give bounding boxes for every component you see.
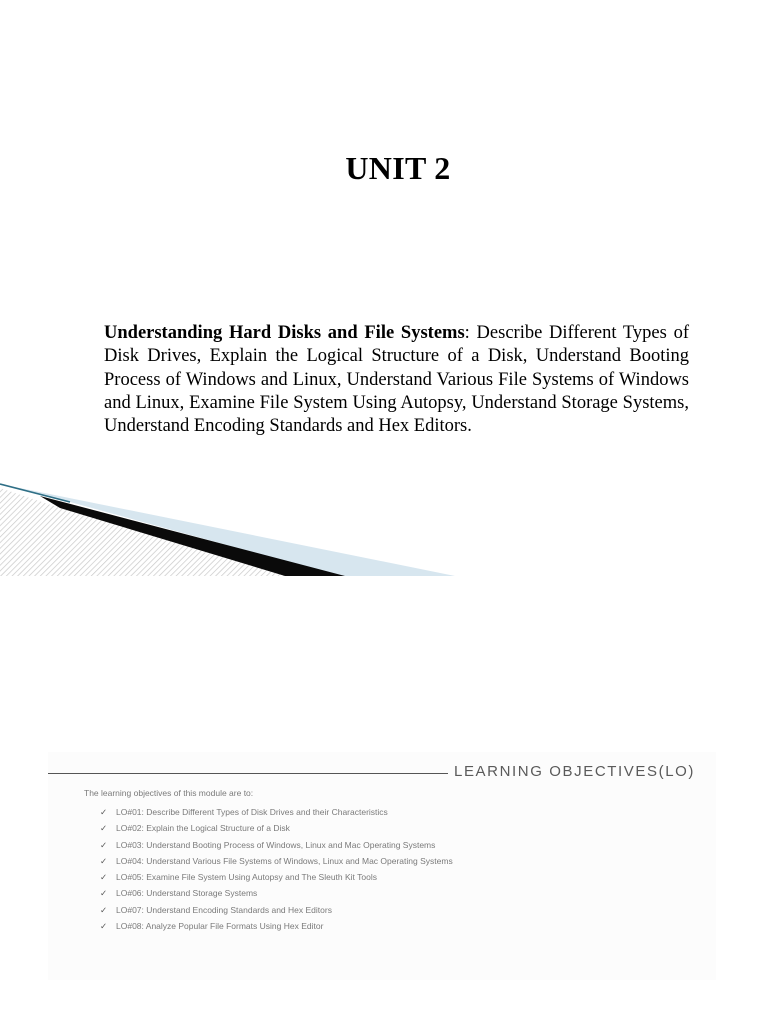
list-item — [100, 905, 453, 921]
list-item — [100, 840, 453, 856]
decorative-swoosh — [0, 480, 460, 576]
list-item — [100, 888, 453, 904]
learning-objectives-heading: LEARNING OBJECTIVES(LO) — [454, 763, 696, 780]
topic-separator: : — [464, 323, 477, 343]
check-icon: ✓ — [100, 904, 108, 915]
objective-text: LO#04: Understand Various File Systems of Windows, Linux and Mac Operating Systems — [116, 855, 453, 866]
list-item — [100, 856, 453, 872]
check-icon: ✓ — [100, 807, 108, 817]
check-icon: ✓ — [100, 823, 108, 834]
check-icon: ✓ — [100, 855, 108, 866]
list-item — [100, 921, 453, 937]
check-icon: ✓ — [100, 921, 108, 932]
objective-text: LO#03: Understand Booting Process of Windows, Linux and Mac Operating Systems — [116, 839, 436, 850]
list-item — [100, 807, 453, 823]
learning-objectives-intro: The learning objectives of this module are to: — [84, 788, 254, 798]
unit-description — [104, 322, 689, 438]
check-icon: ✓ — [100, 839, 108, 850]
check-icon: ✓ — [100, 872, 108, 883]
slide-learning-objectives — [48, 752, 716, 980]
objective-text: LO#08: Analyze Popular File Formats Using Hex Editor — [116, 921, 324, 932]
heading-rule — [48, 773, 448, 774]
objective-text: LO#05: Examine File System Using Autopsy and The Sleuth Kit Tools — [116, 872, 377, 883]
objective-text: LO#01: Describe Different Types of Disk Drives and their Characteristics — [116, 807, 388, 817]
objective-text: LO#07: Understand Encoding Standards and Hex Editors — [116, 904, 332, 915]
check-icon: ✓ — [100, 888, 108, 899]
learning-objectives-list — [100, 807, 453, 937]
objective-text: LO#06: Understand Storage Systems — [116, 888, 258, 899]
unit-topic: Understanding Hard Disks and File Systems — [104, 323, 465, 343]
objective-text: LO#02: Explain the Logical Structure of a Disk — [116, 823, 290, 834]
list-item — [100, 823, 453, 839]
unit-description-text: Describe Different Types of Disk Drives, Explain the Logical Structure of a Disk, Understand Booting Process of Windows and Linux, Understand Various File Systems of Windows and Linux, Examine File System Using Autopsy, Understand Storage Systems, Understand Encoding Standards and Hex Editors. — [104, 323, 689, 437]
unit-title: UNIT 2 — [345, 150, 451, 186]
list-item — [100, 872, 453, 888]
